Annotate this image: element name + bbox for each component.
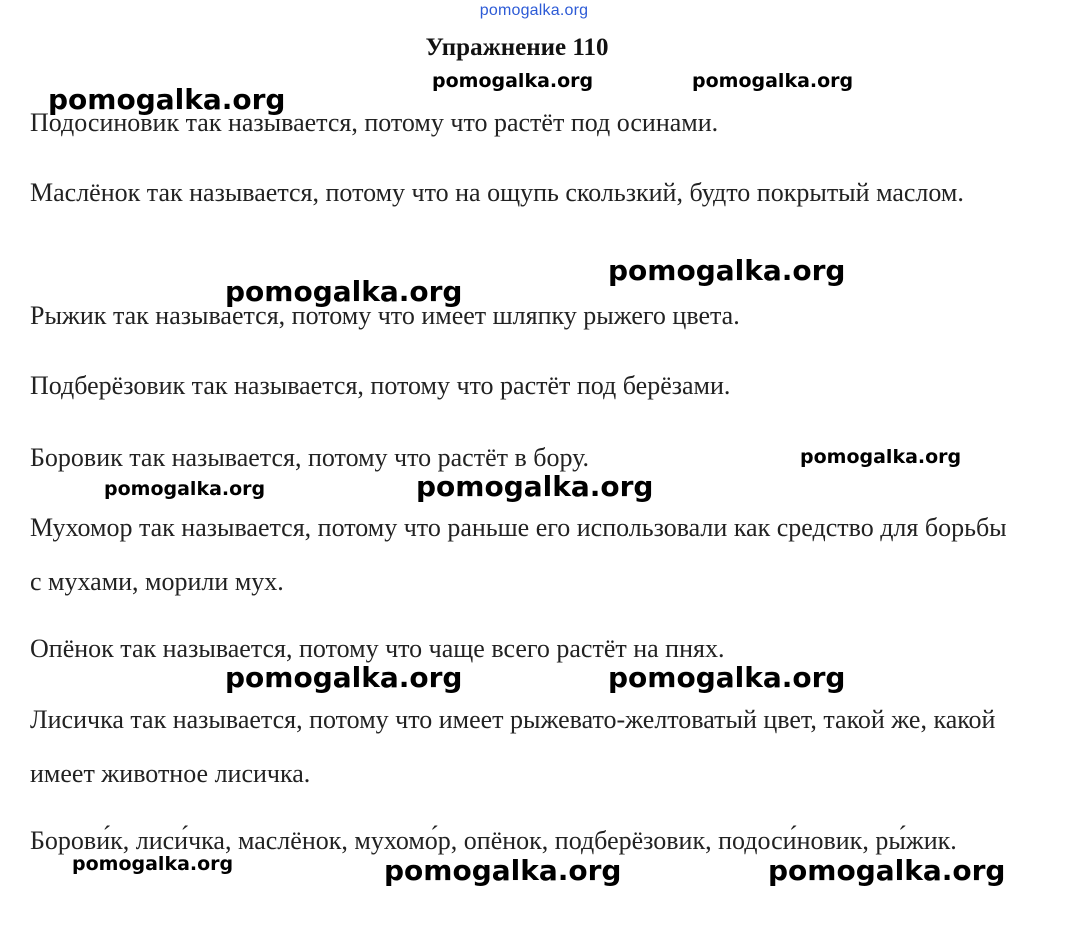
paragraph-lisichka: Лисичка так называется, потому что имеет рыжевато-желтоватый цвет, такой же, какой имеет животное лисичка. [30, 705, 996, 788]
watermark: pomogalka.org [104, 478, 266, 500]
watermark: pomogalka.org [384, 854, 622, 887]
exercise-title: Упражнение 110 [425, 34, 609, 61]
watermark: pomogalka.org [800, 446, 962, 468]
watermark: pomogalka.org [72, 853, 234, 875]
site-link[interactable]: pomogalka.org [479, 2, 589, 19]
paragraph-openok: Опёнок так называется, потому что чаще всего растёт на пнях. [30, 634, 725, 663]
paragraph-ryzhik: Рыжик так называется, потому что имеет шляпку рыжего цвета. [30, 301, 740, 330]
watermark: pomogalka.org [692, 70, 854, 92]
paragraph-podosinovik: Подосиновик так называется, потому что растёт под осинами. [30, 108, 719, 137]
watermark: pomogalka.org [48, 83, 286, 116]
watermark: pomogalka.org [416, 470, 654, 503]
paragraph-maslenok: Маслёнок так называется, потому что на ощупь скользкий, будто покрытый маслом. [30, 178, 964, 207]
paragraph-stress-list: Борови́к, лиси́чка, маслёнок, мухомо́р, опёнок, подберёзовик, подоси́новик, ры́жик. [30, 826, 957, 855]
paragraph-muhomor: Мухомор так называется, потому что раньше его использовали как средство для борьбы с мухами, морили мух. [30, 513, 1007, 596]
watermark: pomogalka.org [608, 661, 846, 694]
watermark: pomogalka.org [225, 661, 463, 694]
watermark: pomogalka.org [768, 854, 1006, 887]
paragraph-podberezovik: Подберёзовик так называется, потому что растёт под берёзами. [30, 371, 731, 400]
watermark: pomogalka.org [432, 70, 594, 92]
watermark: pomogalka.org [225, 275, 463, 308]
paragraph-borovik: Боровик так называется, потому что растёт в бору. [30, 443, 590, 472]
watermark: pomogalka.org [608, 254, 846, 287]
